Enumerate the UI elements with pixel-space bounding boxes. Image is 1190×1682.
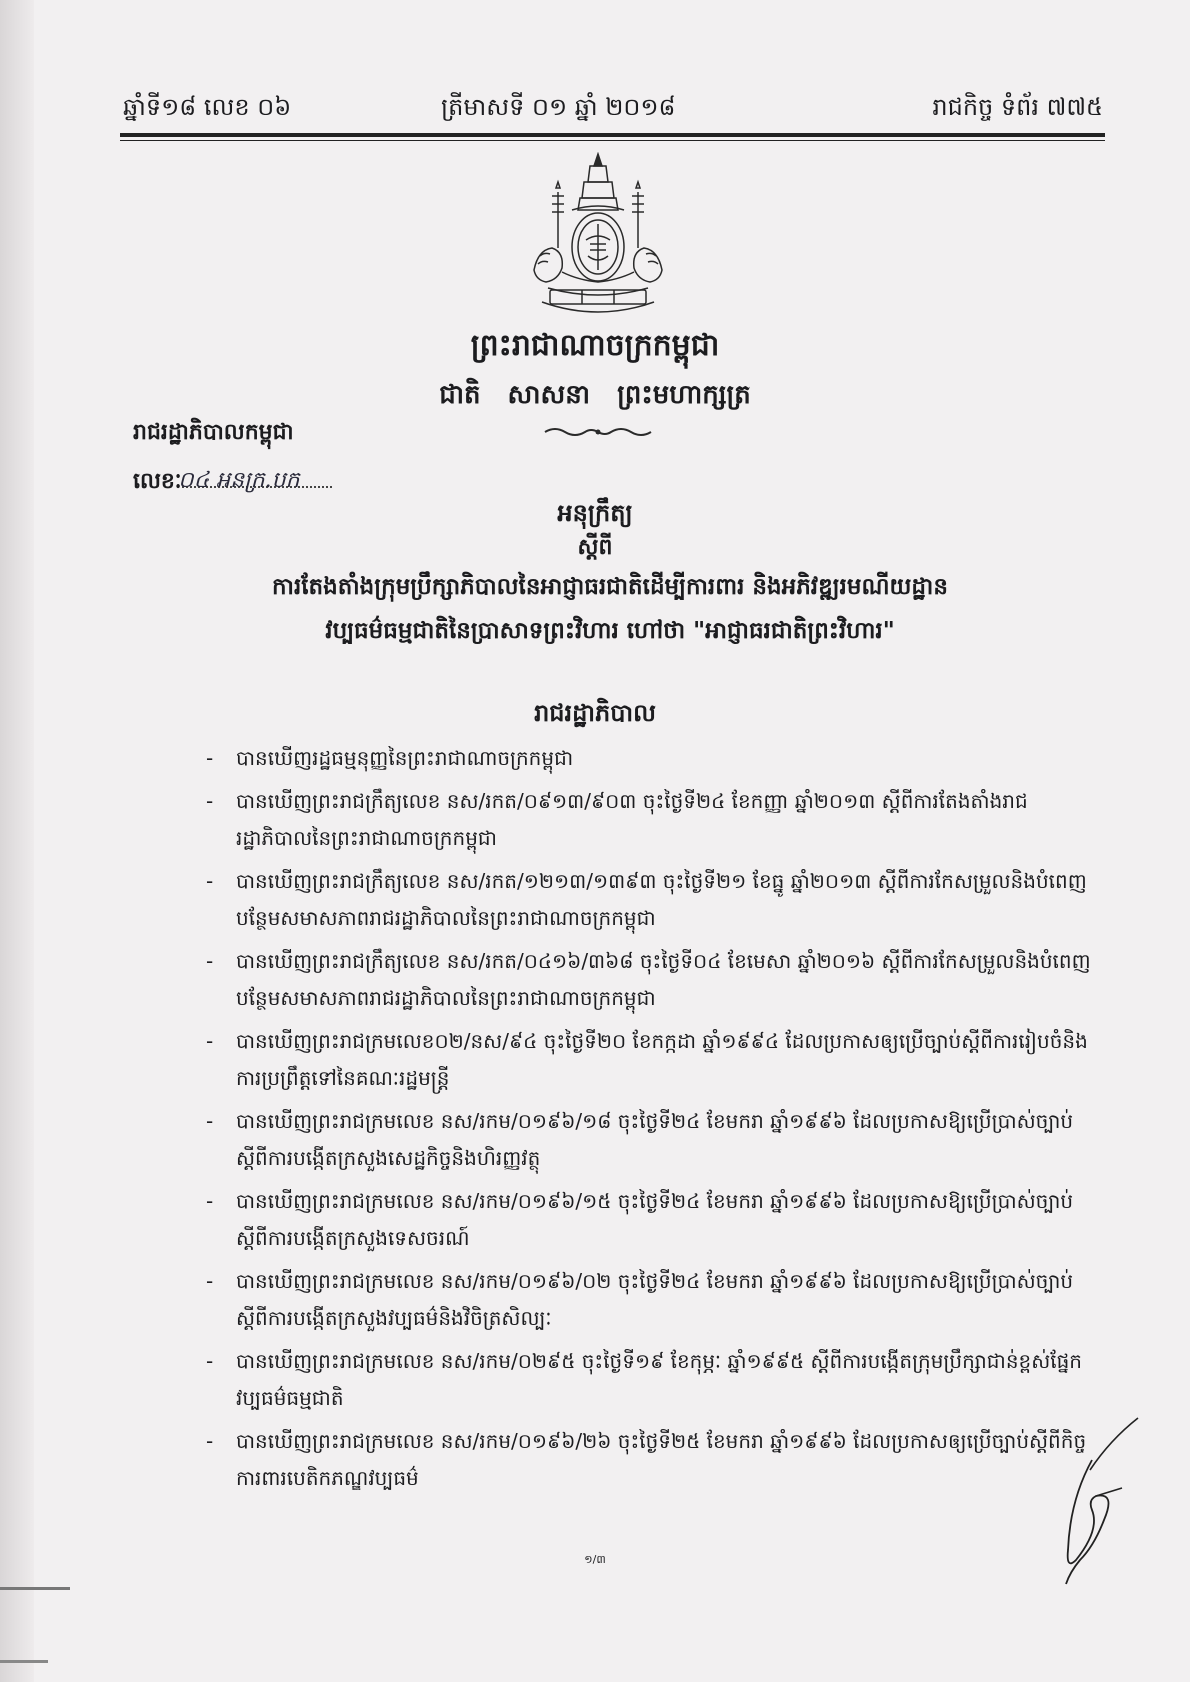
- header-rule: [120, 140, 1105, 141]
- reference-label: លេខៈ: [133, 468, 182, 494]
- kingdom-name: ព្រះរាជាណាចក្រកម្ពុជា: [470, 328, 720, 363]
- recital-item: - បានឃើញព្រះរាជក្រឹត្យលេខ នស/រកត/០៤១៦/៣៦៨ ចុះថ្ងៃទី០៤ ខែមេសា ឆ្នាំ២០១៦ ស្តីពីការកែសម្រួលនិងបំពេញបន្ថែមសមាសភាពរាជរដ្ឋាភិបាលនៃព្រះរាជាណាចក្រកម្ពុជា: [206, 949, 1091, 1010]
- motto-nation: ជាតិ: [439, 380, 481, 410]
- recital-item: - បានឃើញព្រះរាជក្រមលេខ នស/រកម/០១៩៦/១៨ ចុះថ្ងៃទី២៤ ខែមករា ឆ្នាំ១៩៩៦ ដែលប្រកាសឱ្យប្រើប្រាស់ច្បាប់ស្តីពីការបង្កើតក្រសួងសេដ្ឋកិច្ចនិងហិរញ្ញវត្ថុ: [206, 1109, 1074, 1170]
- gazette-year-issue: ឆ្នាំទី១៨ លេខ ០៦: [123, 93, 292, 121]
- recital-item: - បានឃើញរដ្ឋធម្មនុញ្ញនៃព្រះរាជាណាចក្រកម្ពុជា: [206, 746, 574, 770]
- recital-list: [206, 740, 1101, 1503]
- recital-item: - បានឃើញព្រះរាជក្រមលេខ នស/រកម/០១៩៦/២៦ ចុះថ្ងៃទី២៥ ខែមករា ឆ្នាំ១៩៩៦ ដែលប្រកាសឲ្យប្រើច្បាប់ស្តីពីកិច្ចការពារបេតិកភណ្ឌវប្បធម៌: [206, 1429, 1087, 1490]
- reference-handwritten: ០៤ អនក្រ.បក: [178, 468, 300, 493]
- document-title-line-2: វប្បធម៌ធម្មជាតិនៃប្រាសាទព្រះវិហារ ហៅថា "អាជ្ញាធរជាតិព្រះវិហារ": [325, 617, 895, 644]
- recital-item: - បានឃើញព្រះរាជក្រឹត្យលេខ នស/រកត/១២១៣/១៣៩៣ ចុះថ្ងៃទី២១ ខែធ្នូ ឆ្នាំ២០១៣ ស្តីពីការកែសម្រួលនិងបំពេញបន្ថែមសមាសភាពរាជរដ្ឋាភិបាលនៃព្រះរាជាណាចក្រកម្ពុជា: [206, 869, 1087, 930]
- recital-item: - បានឃើញព្រះរាជក្រមលេខ នស/រកម/០១៩៦/០២ ចុះថ្ងៃទី២៤ ខែមករា ឆ្នាំ១៩៩៦ ដែលប្រកាសឱ្យប្រើប្រាស់ច្បាប់ស្តីពីការបង្កើតក្រសួងវប្បធម៌និងវិចិត្រសិល្បៈ: [206, 1269, 1074, 1330]
- document-title-line-1: ការតែងតាំងក្រុមប្រឹក្សាភិបាលនៃអាជ្ញាធរជាតិដើម្បីការពារ និងអភិវឌ្ឍរមណីយដ្ឋាន: [272, 573, 948, 600]
- gazette-quarter-year: ត្រីមាសទី ០១ ឆ្នាំ ២០១៨: [441, 93, 676, 121]
- binding-mark: [0, 1660, 48, 1663]
- motto-king: ព្រះមហាក្សត្រ: [617, 380, 751, 410]
- document-type: អនុក្រឹត្យ: [557, 498, 633, 527]
- issuing-government: រាជរដ្ឋាភិបាលកម្ពុជា: [133, 419, 294, 445]
- royal-emblem-icon: [528, 152, 668, 320]
- subject-label: ស្តីពី: [577, 534, 613, 560]
- recital-item: - បានឃើញព្រះរាជក្រមលេខ នស/រកម/០១៩៦/១៥ ចុះថ្ងៃទី២៤ ខែមករា ឆ្នាំ១៩៩៦ ដែលប្រកាសឱ្យប្រើប្រាស់ច្បាប់ស្តីពីការបង្កើតក្រសួងទេសចរណ៍: [206, 1189, 1074, 1250]
- gazette-header: [123, 92, 1103, 132]
- page-number: ១/៣: [584, 1553, 606, 1566]
- gazette-page-ref: រាជកិច្ច ទំព័រ ៧៧៥: [932, 93, 1103, 121]
- binding-mark: [0, 1587, 70, 1590]
- national-motto: [0, 378, 1190, 416]
- motto-religion: សាសនា: [507, 380, 591, 410]
- recital-item: - បានឃើញព្រះរាជក្រឹត្យលេខ នស/រកត/០៩១៣/៩០៣ ចុះថ្ងៃទី២៤ ខែកញ្ញា ឆ្នាំ២០១៣ ស្តីពីការតែងតាំងរាជរដ្ឋាភិបាលនៃព្រះរាជាណាចក្រកម្ពុជា: [206, 789, 1028, 850]
- section-heading: រាជរដ្ឋាភិបាល: [534, 698, 656, 727]
- binding-edge: [0, 0, 34, 1682]
- recital-item: - បានឃើញព្រះរាជក្រមលេខ០២/នស/៩៤ ចុះថ្ងៃទី២០ ខែកក្កដា ឆ្នាំ១៩៩៤ ដែលប្រកាសឲ្យប្រើច្បាប់ស្តីពីការរៀបចំនិងការប្រព្រឹត្តទៅនៃគណៈរដ្ឋមន្ត្រី: [206, 1029, 1088, 1090]
- header-rule: [120, 133, 1105, 137]
- ornament-divider-icon: [543, 424, 653, 440]
- recital-item: - បានឃើញព្រះរាជក្រមលេខ នស/រកម/០២៩៥ ចុះថ្ងៃទី១៩ ខែកុម្ភៈ ឆ្នាំ១៩៩៥ ស្តីពីការបង្កើតក្រុមប្រឹក្សាជាន់ខ្ពស់ផ្នែកវប្បធម៌ធម្មជាតិ: [206, 1349, 1082, 1410]
